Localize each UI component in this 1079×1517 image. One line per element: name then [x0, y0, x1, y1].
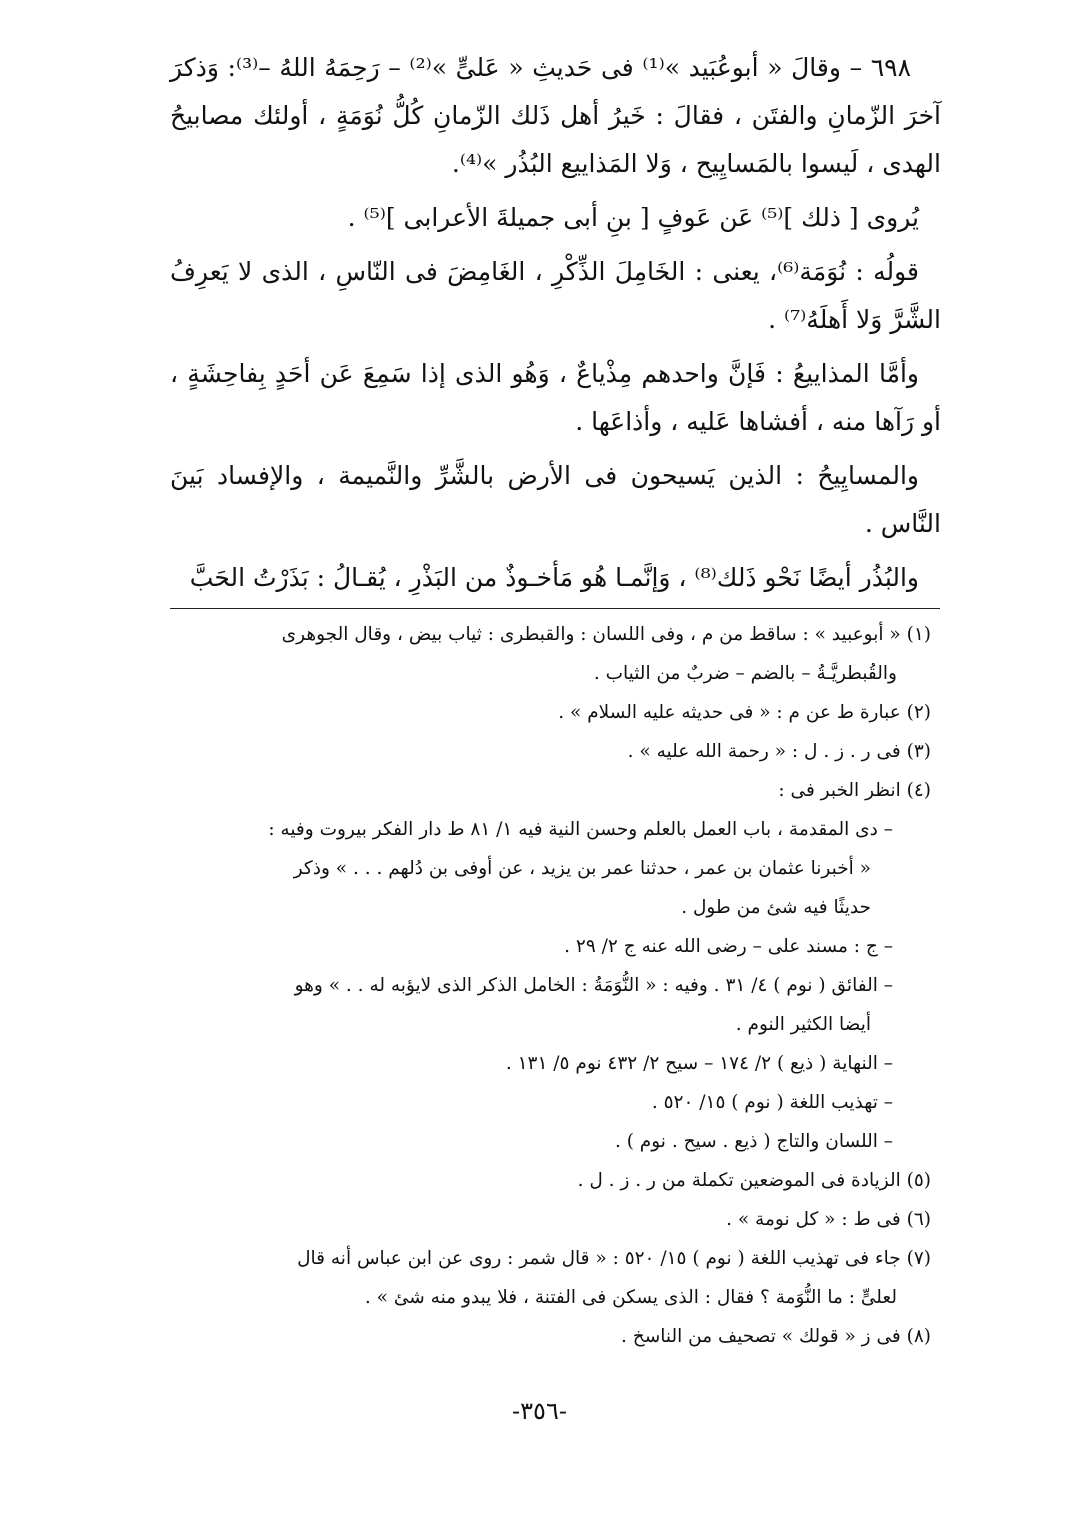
page-number: -٣٥٦- [512, 1397, 567, 1425]
footnote-7-line1: (٧) جاء فى تهذيب اللغة ( نوم ) ١٥/ ٥٢٠ : « قال شمر : روى عن ابن عباس أنه قال [297, 1248, 931, 1269]
footnote-1-line2: والقُبطريَّـةُ – بالضم – ضربٌ من الثياب . [593, 663, 897, 684]
footnote-8: (٨) فى ز « قولك » تصحيف من الناسخ . [621, 1326, 931, 1347]
footnote-4-head: (٤) انظر الخبر فى : [778, 780, 931, 801]
footnote-1 [170, 615, 941, 693]
footnote-2: (٢) عبارة ط عن م : « فى حديثه عليه السلام » . [558, 702, 931, 723]
footnote-7 [170, 1239, 941, 1317]
footnote-4-source-nihaya: – النهاية ( ذيع ) ٢/ ١٧٤ – سيح ٢/ ٤٣٢ نوم ٥/ ١٣١ . [505, 1053, 893, 1074]
footnote-1-line1: (١) « أبوعبيد » : ساقط من م ، وفى اللسان : والقبطرى : ثياب بيض ، وقال الجوهرى [281, 624, 931, 645]
footnote-4-source-musnad: – ج : مسند على – رضى الله عنه ج ٢/ ٢٩ . [564, 936, 893, 957]
footnote-4-s1-line3: حديثًا فيه شئ من طول . [681, 897, 871, 918]
footnote-7-line2: لعلىٍّ : ما النُّوَمة ؟ فقال : الذى يسكن فى الفتنة ، فلا يبدو منه شئ » . [364, 1287, 897, 1308]
main-text [170, 44, 941, 602]
paragraph-riwaya: يُروى [ ذلك ]⁽⁵⁾ عَن عَوفٍ [ بنِ أبى جميلةَ الأعرابى ]⁽⁵⁾ . [347, 203, 919, 232]
footnote-divider [170, 608, 940, 609]
footnote-4-source-faiq [170, 966, 931, 1044]
footnote-4-source-muqaddima [170, 810, 931, 927]
footnote-4-s3-line1: – الفائق ( نوم ) ٤/ ٣١ . وفيه : « النُّوَمَةُ : الخامل الذكر الذى لايؤبه له . . » وهو [294, 975, 893, 996]
paragraph-hadith: ٦٩٨ – وقالَ « أبوعُبَيد »⁽¹⁾ فى حَديثِ « عَلىٍّ »⁽²⁾ – رَحِمَهُ اللهُ –⁽³⁾: وَذكرَ آخرَ الزّمانِ والفتَن ، فقالَ : خَيرُ أهل ذَلك الزّمانِ كُلُّ نُوَمَةٍ ، أولئك مصابيحُ الهدى ، لَيسوا بالمَسايِيح ، وَلا المَذاييع البُذُر »⁽⁴⁾. [170, 53, 941, 178]
footnote-5: (٥) الزيادة فى الموضعين تكملة من ر . ز . ل . [577, 1170, 931, 1191]
footnote-6: (٦) فى ط : « كل نومة » . [726, 1209, 931, 1230]
footnote-4 [170, 771, 941, 1161]
footnotes [170, 615, 941, 1356]
footnote-4-source-lisan: – اللسان والتاج ( ذيع . سيح . نوم ) . [614, 1131, 893, 1152]
footnote-4-s1-line1: – دى المقدمة ، باب العمل بالعلم وحسن النية فيه ١/ ٨١ ط دار الفكر بيروت وفيه : [268, 819, 893, 840]
footnote-4-source-tahdhib: – تهذيب اللغة ( نوم ) ١٥/ ٥٢٠ . [651, 1092, 893, 1113]
paragraph-madhayi: وأمَّا المذاييعُ : فَإنَّ واحدهم مِذْياعٌ ، وَهُو الذى إذا سَمِعَ عَن أحَدٍ بِفاحِشَةٍ ، أو رَآها منه ، أفشاها عَليه ، وأذاعَها . [170, 359, 941, 436]
footnote-4-s3-line2: أيضا الكثير النوم . [735, 1014, 871, 1035]
paragraph-nuwama: قولُه : نُوَمَة⁽⁶⁾، يعنى : الخَامِلَ الذِّكْرِ ، الغَامِضَ فى النّاسِ ، الذى لا يَعرِفُ الشَّرَّ وَلا أَهلَهُ⁽⁷⁾ . [170, 257, 941, 334]
paragraph-budhur: والبُذُر أيضًا نَحْو ذَلك⁽⁸⁾ ، وَإنَّمـا هُو مَأخـوذٌ من البَذْرِ ، يُقـالُ : بَذَرْتُ الحَبَّ [189, 563, 919, 592]
footnote-3: (٣) فى ر . ز . ل : « رحمة الله عليه » . [627, 741, 931, 762]
footnote-4-s1-line2: « أخبرنا عثمان بن عمر ، حدثنا عمر بن يزيد ، عن أوفى بن دُلهم . . . » وذكر [293, 858, 871, 879]
paragraph-masayih: والمسايِيحُ : الذين يَسيحون فى الأرض بالشَّرِّ والنَّميمة ، والإفساد بَينَ النَّاس . [170, 461, 941, 538]
